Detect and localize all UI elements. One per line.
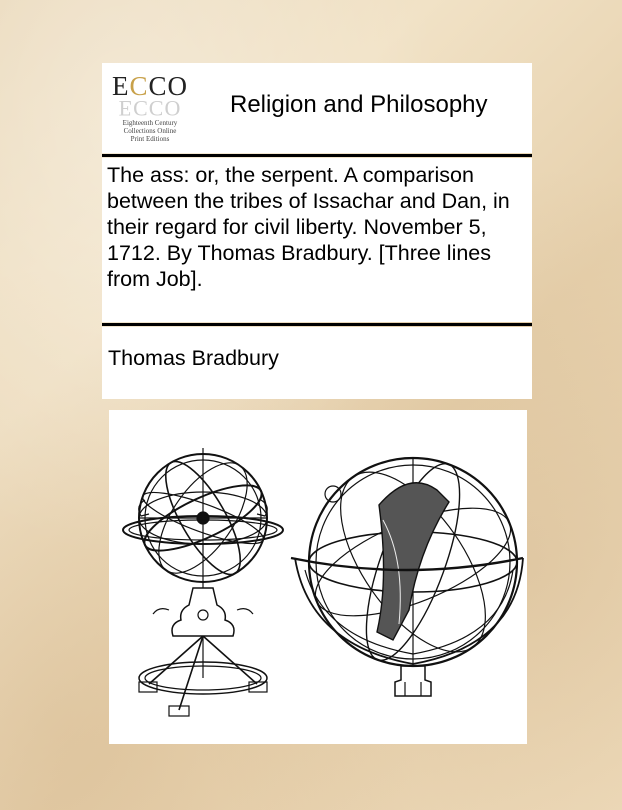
series-header <box>102 63 532 153</box>
ecco-logo-caption <box>110 119 190 143</box>
book-author: Thomas Bradbury <box>108 346 279 370</box>
ecco-logo-reflection: ECCO <box>118 96 182 121</box>
divider-rule <box>102 323 532 326</box>
divider-rule <box>102 154 532 157</box>
cover-illustration <box>109 410 527 744</box>
right-armillary-sphere <box>291 448 524 696</box>
series-title: Religion and Philosophy <box>230 91 488 118</box>
ecco-caption-line: Print Editions <box>130 135 170 143</box>
author-panel <box>102 327 532 399</box>
ecco-caption-line: Collections Online <box>123 127 177 135</box>
title-panel <box>102 158 532 322</box>
armillary-spheres-illustration <box>109 410 527 744</box>
ecco-logo <box>110 69 190 149</box>
left-armillary-sphere <box>123 448 283 716</box>
book-title: The ass: or, the serpent. A comparison between the tribes of Issachar and Dan, in their regard for civil liberty. November 5, 1712. By Thomas Bradbury. [Three lines from Job]. <box>107 163 510 291</box>
ecco-caption-line: Eighteenth Century <box>122 119 178 127</box>
ecco-logo-mark: ECCO <box>111 71 189 101</box>
